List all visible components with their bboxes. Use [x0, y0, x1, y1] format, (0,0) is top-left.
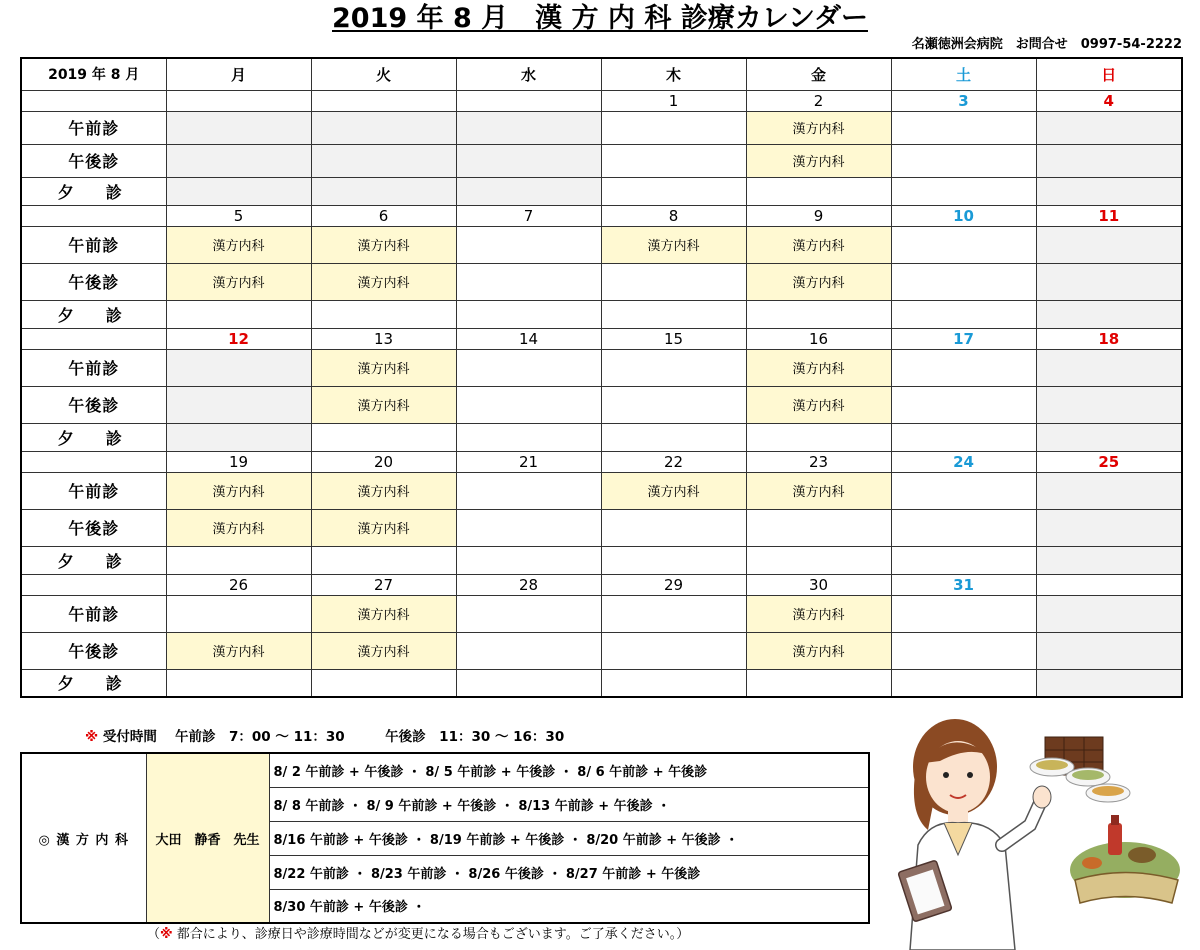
contact-info: 名瀬徳洲会病院 お問合せ 0997-54-2222: [911, 37, 1182, 52]
empty-cell: [311, 669, 456, 697]
week-5-pm-row: [21, 632, 1182, 669]
clinic-cell: 漢方内科: [311, 632, 456, 669]
date-cell: 10: [891, 205, 1036, 226]
clinic-cell: 漢方内科: [311, 509, 456, 546]
clinic-cell: 漢方内科: [311, 472, 456, 509]
clinic-cell: 漢方内科: [746, 472, 891, 509]
department-cell: ◎ 漢 方 内 科: [21, 753, 146, 923]
clinic-cell: 漢方内科: [311, 595, 456, 632]
clinic-cell: 漢方内科: [166, 632, 311, 669]
date-cell: 13: [311, 328, 456, 349]
closed-cell: [1036, 595, 1182, 632]
herb-book: [1070, 815, 1180, 903]
empty-cell: [891, 386, 1036, 423]
clinic-cell: 漢方内科: [746, 263, 891, 300]
empty-cell: [891, 263, 1036, 300]
empty-cell: [891, 226, 1036, 263]
closed-cell: [166, 349, 311, 386]
schedule-line: 8/30 午前診 + 午後診 ・: [269, 889, 869, 923]
empty-cell: [746, 423, 891, 451]
week-1-pm-row: [21, 144, 1182, 177]
weekday-thu: 木: [601, 58, 746, 90]
closed-cell: [166, 177, 311, 205]
session-label: 午前診: [21, 111, 166, 144]
date-cell: 4: [1036, 90, 1182, 111]
clinic-cell: 漢方内科: [311, 263, 456, 300]
week-4-evening-row: [21, 546, 1182, 574]
closed-cell: [1036, 386, 1182, 423]
session-label: 夕 診: [21, 177, 166, 205]
empty-cell: [601, 632, 746, 669]
closed-cell: [456, 111, 601, 144]
session-label: 午前診: [21, 472, 166, 509]
reception-hours: [85, 728, 564, 746]
empty-cell: [891, 423, 1036, 451]
closed-cell: [1036, 632, 1182, 669]
week-4-date-row: [21, 451, 1182, 472]
closed-cell: [1036, 263, 1182, 300]
empty-cell: [166, 669, 311, 697]
closed-cell: [1036, 423, 1182, 451]
calendar-header-row: [21, 58, 1182, 90]
closed-cell: [456, 144, 601, 177]
date-cell: 17: [891, 328, 1036, 349]
week-3-evening-row: [21, 423, 1182, 451]
date-cell: 14: [456, 328, 601, 349]
week-5-evening-row: [21, 669, 1182, 697]
empty-cell: [311, 546, 456, 574]
date-row-label: [21, 205, 166, 226]
empty-cell: [746, 300, 891, 328]
date-cell: 31: [891, 574, 1036, 595]
empty-cell: [166, 300, 311, 328]
clinic-cell: 漢方内科: [746, 632, 891, 669]
date-row-label: [21, 451, 166, 472]
session-label: 午後診: [21, 263, 166, 300]
session-label: 午前診: [21, 595, 166, 632]
reception-hours-text: 受付時間 午前診 7：00 〜 11：30 午後診 11：30 〜 16：30: [98, 729, 565, 745]
date-cell: 28: [456, 574, 601, 595]
empty-cell: [891, 632, 1036, 669]
reception-mark: ※: [85, 729, 99, 745]
week-3-date-row: [21, 328, 1182, 349]
closed-cell: [1036, 226, 1182, 263]
schedule-line: 8/22 午前診 ・ 8/23 午前診 ・ 8/26 午後診 ・ 8/27 午前診 + 午後診: [269, 855, 869, 889]
weekday-mon: 月: [166, 58, 311, 90]
date-cell: 26: [166, 574, 311, 595]
session-label: 午前診: [21, 349, 166, 386]
empty-cell: [601, 423, 746, 451]
date-cell: [456, 90, 601, 111]
empty-cell: [891, 546, 1036, 574]
empty-cell: [601, 595, 746, 632]
note-text: 都合により、診療日や診療時間などが変更になる場合もございます。ご了承ください。）: [172, 927, 690, 942]
date-cell: 3: [891, 90, 1036, 111]
weekday-fri: 金: [746, 58, 891, 90]
empty-cell: [166, 546, 311, 574]
date-cell: 21: [456, 451, 601, 472]
doctor-illustration: [880, 705, 1190, 950]
closed-cell: [166, 423, 311, 451]
session-label: 夕 診: [21, 546, 166, 574]
date-cell: 29: [601, 574, 746, 595]
date-cell: 19: [166, 451, 311, 472]
week-1-date-row: [21, 90, 1182, 111]
closed-cell: [1036, 546, 1182, 574]
schedule-table: [20, 752, 870, 924]
session-label: 午後診: [21, 386, 166, 423]
month-label: 2019 年 8 月: [21, 58, 166, 90]
date-cell: 20: [311, 451, 456, 472]
empty-cell: [746, 669, 891, 697]
clinic-cell: 漢方内科: [601, 226, 746, 263]
clinic-cell: 漢方内科: [746, 595, 891, 632]
empty-cell: [456, 386, 601, 423]
empty-cell: [456, 349, 601, 386]
clinic-cell: 漢方内科: [601, 472, 746, 509]
date-cell: 2: [746, 90, 891, 111]
week-2-am-row: [21, 226, 1182, 263]
empty-cell: [891, 300, 1036, 328]
closed-cell: [1036, 177, 1182, 205]
empty-cell: [601, 263, 746, 300]
date-cell: 12: [166, 328, 311, 349]
empty-cell: [166, 595, 311, 632]
clinic-cell: 漢方内科: [166, 472, 311, 509]
empty-cell: [456, 509, 601, 546]
clinic-cell: 漢方内科: [166, 263, 311, 300]
closed-cell: [166, 144, 311, 177]
empty-cell: [601, 177, 746, 205]
week-5-am-row: [21, 595, 1182, 632]
empty-cell: [601, 300, 746, 328]
clinic-cell: 漢方内科: [746, 349, 891, 386]
empty-cell: [601, 111, 746, 144]
clinic-cell: 漢方内科: [746, 144, 891, 177]
empty-cell: [891, 177, 1036, 205]
empty-cell: [891, 509, 1036, 546]
title-text: 2019 年 8 月 漢 方 内 科 診療カレンダー: [332, 3, 868, 34]
date-cell: 30: [746, 574, 891, 595]
weekday-sat: 土: [891, 58, 1036, 90]
weekday-sun: 日: [1036, 58, 1182, 90]
closed-cell: [1036, 509, 1182, 546]
week-1-evening-row: [21, 177, 1182, 205]
note-mark: ※: [160, 927, 173, 942]
closed-cell: [311, 144, 456, 177]
clinic-cell: 漢方内科: [311, 386, 456, 423]
closed-cell: [1036, 111, 1182, 144]
empty-cell: [601, 349, 746, 386]
date-cell: 6: [311, 205, 456, 226]
date-cell: 1: [601, 90, 746, 111]
empty-cell: [891, 349, 1036, 386]
date-cell: 9: [746, 205, 891, 226]
clinic-cell: 漢方内科: [746, 111, 891, 144]
empty-cell: [456, 226, 601, 263]
empty-cell: [456, 300, 601, 328]
empty-cell: [311, 423, 456, 451]
empty-cell: [601, 669, 746, 697]
date-cell: 18: [1036, 328, 1182, 349]
empty-cell: [601, 546, 746, 574]
empty-cell: [891, 111, 1036, 144]
page-title: [0, 2, 1200, 36]
date-row-label: [21, 90, 166, 111]
week-2-evening-row: [21, 300, 1182, 328]
session-label: 午後診: [21, 632, 166, 669]
note-open: （: [147, 927, 161, 942]
empty-cell: [746, 509, 891, 546]
date-cell: 22: [601, 451, 746, 472]
disclaimer-note: [147, 926, 689, 943]
closed-cell: [166, 386, 311, 423]
closed-cell: [311, 111, 456, 144]
date-row-label: [21, 574, 166, 595]
date-cell: 24: [891, 451, 1036, 472]
empty-cell: [456, 595, 601, 632]
schedule-line: 8/ 8 午前診 ・ 8/ 9 午前診 + 午後診 ・ 8/13 午前診 + 午後診 ・: [269, 787, 869, 821]
date-cell: 25: [1036, 451, 1182, 472]
session-label: 午後診: [21, 509, 166, 546]
date-cell: [311, 90, 456, 111]
date-cell: 27: [311, 574, 456, 595]
clinic-cell: 漢方内科: [746, 386, 891, 423]
date-cell: 16: [746, 328, 891, 349]
empty-cell: [456, 472, 601, 509]
session-label: 午後診: [21, 144, 166, 177]
empty-cell: [456, 546, 601, 574]
date-cell: 8: [601, 205, 746, 226]
empty-cell: [456, 632, 601, 669]
schedule-line: 8/16 午前診 + 午後診 ・ 8/19 午前診 + 午後診 ・ 8/20 午前診 + 午後診 ・: [269, 821, 869, 855]
empty-cell: [601, 386, 746, 423]
empty-cell: [456, 423, 601, 451]
week-3-am-row: [21, 349, 1182, 386]
closed-cell: [1036, 144, 1182, 177]
empty-cell: [746, 546, 891, 574]
week-3-pm-row: [21, 386, 1182, 423]
date-cell: 7: [456, 205, 601, 226]
empty-cell: [456, 263, 601, 300]
session-label: 午前診: [21, 226, 166, 263]
session-label: 夕 診: [21, 423, 166, 451]
weekday-tue: 火: [311, 58, 456, 90]
date-cell: [166, 90, 311, 111]
empty-cell: [746, 177, 891, 205]
session-label: 夕 診: [21, 669, 166, 697]
empty-cell: [456, 669, 601, 697]
schedule-line: 8/ 2 午前診 + 午後診 ・ 8/ 5 午前診 + 午後診 ・ 8/ 6 午前診 + 午後診: [269, 753, 869, 787]
clinic-cell: 漢方内科: [311, 349, 456, 386]
date-cell: 11: [1036, 205, 1182, 226]
empty-cell: [891, 595, 1036, 632]
empty-cell: [601, 509, 746, 546]
calendar-table: [20, 57, 1183, 698]
clinic-cell: 漢方内科: [166, 509, 311, 546]
empty-cell: [891, 669, 1036, 697]
date-cell: 5: [166, 205, 311, 226]
week-2-date-row: [21, 205, 1182, 226]
doctor-figure: [898, 719, 1051, 950]
date-row-label: [21, 328, 166, 349]
schedule-row: [21, 753, 869, 787]
closed-cell: [456, 177, 601, 205]
doctor-cell: 大田 静香 先生: [146, 753, 269, 923]
closed-cell: [1036, 300, 1182, 328]
date-cell: 23: [746, 451, 891, 472]
date-cell: 15: [601, 328, 746, 349]
clinic-cell: 漢方内科: [166, 226, 311, 263]
week-2-pm-row: [21, 263, 1182, 300]
empty-cell: [891, 472, 1036, 509]
empty-cell: [601, 144, 746, 177]
week-1-am-row: [21, 111, 1182, 144]
closed-cell: [1036, 669, 1182, 697]
closed-cell: [311, 177, 456, 205]
week-4-pm-row: [21, 509, 1182, 546]
closed-cell: [1036, 349, 1182, 386]
clinic-cell: 漢方内科: [311, 226, 456, 263]
clinic-cell: 漢方内科: [746, 226, 891, 263]
date-cell: [1036, 574, 1182, 595]
empty-cell: [891, 144, 1036, 177]
closed-cell: [1036, 472, 1182, 509]
empty-cell: [311, 300, 456, 328]
session-label: 夕 診: [21, 300, 166, 328]
week-4-am-row: [21, 472, 1182, 509]
closed-cell: [166, 111, 311, 144]
calendar-body: [21, 90, 1182, 697]
week-5-date-row: [21, 574, 1182, 595]
weekday-wed: 水: [456, 58, 601, 90]
